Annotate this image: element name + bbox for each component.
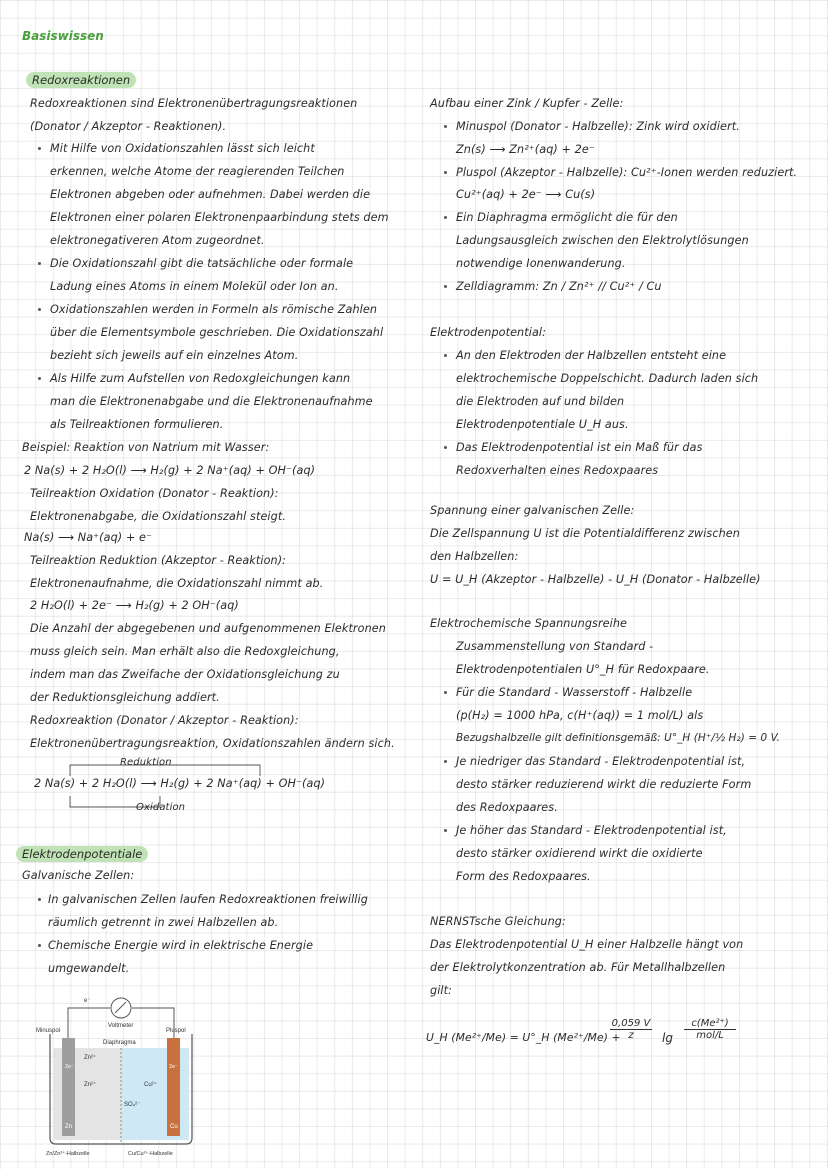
bullet (444, 760, 447, 763)
redox-line: indem man das Zweifache der Oxidationsgleichung zu (30, 668, 340, 681)
potential-line: Elektrodenpotential: (430, 326, 546, 339)
aufbau-equation: Cu²⁺(aq) + 2e⁻ ⟶ Cu(s) (456, 188, 596, 201)
elektro-line: umgewandelt. (48, 962, 130, 975)
zinc-electrode (62, 1038, 75, 1136)
oxidation-label: Oxidation (136, 802, 186, 813)
bullet (444, 829, 447, 832)
elektro-line: Chemische Energie wird in elektrische Energie (48, 939, 314, 952)
reihe-line: Elektrochemische Spannungsreihe (430, 617, 628, 630)
voltmeter-icon (111, 998, 131, 1018)
nernst-line: NERNSTsche Gleichung: (430, 915, 566, 928)
zn2-label: Zn²⁺ (84, 1055, 97, 1061)
redox-line: Elektronen einer polaren Elektronenpaarbindung stets dem (50, 211, 389, 224)
bullet (444, 285, 447, 288)
redox-line: über die Elementsymbole geschrieben. Die Oxidationszahl (50, 326, 384, 339)
galvanic-cell-diagram (36, 988, 206, 1160)
reihe-line: Je niedriger das Standard - Elektrodenpotential ist, (456, 755, 746, 768)
potential-line: Elektrodenpotentiale U_H aus. (456, 418, 629, 431)
redox-line: Elektronen abgeben oder aufnehmen. Dabei werden die (50, 188, 371, 201)
page-title: Basiswissen (22, 29, 104, 43)
reihe-line: Je höher das Standard - Elektrodenpotential ist, (456, 824, 727, 837)
redox-line: Elektronenabgabe, die Oxidationszahl steigt. (30, 510, 286, 523)
potential-line: An den Elektroden der Halbzellen entsteht eine (456, 349, 727, 362)
spannung-line: Die Zellspannung U ist die Potentialdifferenz zwischen (430, 527, 740, 540)
redox-line: elektronegativeren Atom zugeordnet. (50, 234, 265, 247)
aufbau-line: notwendige Ionenwanderung. (456, 257, 626, 270)
cu2-label: Cu²⁺ (144, 1082, 157, 1088)
fraction-numerator: 0,059 V (611, 1018, 651, 1029)
fraction-denominator: mol/L (696, 1030, 724, 1041)
reihe-line: (p(H₂) = 1000 hPa, c(H⁺(aq)) = 1 mol/L) als (456, 709, 704, 722)
bullet (444, 446, 447, 449)
redox-heading: Redoxreaktionen (26, 72, 136, 88)
redox-equation: 2 Na(s) + 2 H₂O(l) ⟶ H₂(g) + 2 Na⁺(aq) + OH⁻(aq) (24, 464, 316, 477)
wire (68, 1008, 110, 1040)
redox-line: erkennen, welche Atome der reagierenden Teilchen (50, 165, 345, 178)
spannung-line: Spannung einer galvanischen Zelle: (430, 504, 635, 517)
redox-line: Mit Hilfe von Oxidationszahlen lässt sich leicht (50, 142, 315, 155)
redox-final-equation: 2 Na(s) + 2 H₂O(l) ⟶ H₂(g) + 2 Na⁺(aq) + OH⁻(aq) (34, 777, 326, 790)
reihe-line: Bezugshalbzelle gilt definitionsgemäß: U°_H (H⁺/½ H₂) = 0 V. (456, 732, 781, 744)
reduktion-label: Reduktion (120, 757, 172, 768)
elektro-line: Galvanische Zellen: (22, 869, 135, 882)
redox-line: (Donator / Akzeptor - Reaktionen). (30, 120, 227, 133)
redox-line: Elektronenaufnahme, die Oxidationszahl nimmt ab. (30, 577, 324, 590)
reihe-line: Elektrodenpotentialen U°_H für Redoxpaare. (456, 663, 710, 676)
redox-line: Redoxreaktionen sind Elektronenübertragungsreaktionen (30, 97, 358, 110)
voltmeter-label: Voltmeter (108, 1023, 134, 1029)
aufbau-equation: Zn(s) ⟶ Zn²⁺(aq) + 2e⁻ (456, 143, 595, 156)
left-halfcell-label: Zn/Zn²⁺-Halbzelle (46, 1151, 90, 1157)
redox-line: bezieht sich jeweils auf ein einzelnes Atom. (50, 349, 299, 362)
aufbau-line: Zelldiagramm: Zn / Zn²⁺ // Cu²⁺ / Cu (456, 280, 662, 293)
bullet (444, 216, 447, 219)
fraction-numerator: c(Me²⁺) (684, 1018, 736, 1030)
redox-line: Teilreaktion Oxidation (Donator - Reaktion): (30, 487, 279, 500)
pluspol-label: Pluspol (166, 1028, 186, 1034)
potential-line: Das Elektrodenpotential ist ein Maß für das (456, 441, 703, 454)
aufbau-line: Aufbau einer Zink / Kupfer - Zelle: (430, 97, 624, 110)
redox-line: Elektronenübertragungsreaktion, Oxidationszahlen ändern sich. (30, 737, 395, 750)
redox-line: als Teilreaktionen formulieren. (50, 418, 224, 431)
two-e-left: 2e⁻ (65, 1064, 75, 1070)
reihe-line: desto stärker reduzierend wirkt die reduzierte Form (456, 778, 752, 791)
bullet (444, 691, 447, 694)
bullet (38, 944, 41, 947)
redox-line: Oxidationszahlen werden in Formeln als römische Zahlen (50, 303, 378, 316)
zn-label: Zn (65, 1124, 73, 1130)
diaphragma-label: Diaphragma (103, 1040, 136, 1046)
bullet (444, 125, 447, 128)
potential-line: die Elektroden auf und bilden (456, 395, 625, 408)
redox-line: man die Elektronenabgabe und die Elektronenaufnahme (50, 395, 373, 408)
redox-line: Die Anzahl der abgegebenen und aufgenommenen Elektronen (30, 622, 386, 635)
redox-line: muss gleich sein. Man erhält also die Redoxgleichung, (30, 645, 340, 658)
redox-line: Als Hilfe zum Aufstellen von Redoxgleichungen kann (50, 372, 351, 385)
bullet (38, 898, 41, 901)
bullet (38, 147, 41, 150)
nernst-line: gilt: (430, 984, 452, 997)
minuspol-label: Minuspol (36, 1028, 61, 1034)
wire (132, 1008, 174, 1040)
zn2-label-2: Zn²⁺ (84, 1082, 97, 1088)
reihe-line: Für die Standard - Wasserstoff - Halbzelle (456, 686, 693, 699)
reihe-line: Zusammenstellung von Standard - (456, 640, 654, 653)
redox-line: Beispiel: Reaktion von Natrium mit Wasser: (22, 441, 270, 454)
potential-line: Redoxverhalten eines Redoxpaares (456, 464, 659, 477)
electron-label: e⁻ (84, 998, 91, 1004)
nernst-line: der Elektrolytkonzentration ab. Für Metallhalbzellen (430, 961, 726, 974)
reihe-line: des Redoxpaares. (456, 801, 558, 814)
nernst-lg: lg (662, 1031, 674, 1045)
so4-label: SO₄²⁻ (124, 1102, 141, 1108)
spannung-formula: U = U_H (Akzeptor - Halbzelle) - U_H (Donator - Halbzelle) (430, 573, 761, 586)
elektro-heading: Elektrodenpotentiale (16, 846, 148, 862)
potential-line: elektrochemische Doppelschicht. Dadurch laden sich (456, 372, 759, 385)
elektro-line: In galvanischen Zellen laufen Redoxreaktionen freiwillig (48, 893, 368, 906)
aufbau-line: Pluspol (Akzeptor - Halbzelle): Cu²⁺-Ionen werden reduziert. (456, 166, 798, 179)
bullet (444, 171, 447, 174)
fraction-denominator: z (628, 1030, 634, 1041)
spannung-line: den Halbzellen: (430, 550, 519, 563)
reihe-line: desto stärker oxidierend wirkt die oxidierte (456, 847, 703, 860)
aufbau-line: Minuspol (Donator - Halbzelle): Zink wird oxidiert. (456, 120, 740, 133)
redox-line: Die Oxidationszahl gibt die tatsächliche oder formale (50, 257, 354, 270)
bullet (38, 377, 41, 380)
redox-line: Teilreaktion Reduktion (Akzeptor - Reaktion): (30, 554, 287, 567)
elektro-line: räumlich getrennt in zwei Halbzellen ab. (48, 916, 279, 929)
bullet (38, 308, 41, 311)
bullet (444, 354, 447, 357)
right-halfcell-label: Cu/Cu²⁺-Halbzelle (128, 1151, 173, 1157)
bullet (38, 262, 41, 265)
redox-equation: 2 H₂O(l) + 2e⁻ ⟶ H₂(g) + 2 OH⁻(aq) (30, 599, 239, 612)
two-e-right: 2e⁻ (169, 1064, 179, 1070)
nernst-fraction-2 (684, 1018, 736, 1041)
nernst-fraction-1 (610, 1018, 652, 1041)
nernst-lhs: U_H (Me²⁺/Me) = U°_H (Me²⁺/Me) + (426, 1031, 621, 1044)
nernst-line: Das Elektrodenpotential U_H einer Halbzelle hängt von (430, 938, 744, 951)
copper-electrode (167, 1038, 180, 1136)
aufbau-line: Ein Diaphragma ermöglicht die für den (456, 211, 678, 224)
reihe-line: Form des Redoxpaares. (456, 870, 591, 883)
cu-label: Cu (170, 1124, 178, 1130)
redox-line: Ladung eines Atoms in einem Molekül oder Ion an. (50, 280, 339, 293)
redox-equation: Na(s) ⟶ Na⁺(aq) + e⁻ (24, 531, 153, 544)
redox-line: Redoxreaktion (Donator / Akzeptor - Reaktion): (30, 714, 299, 727)
aufbau-line: Ladungsausgleich zwischen den Elektrolytlösungen (456, 234, 749, 247)
redox-line: der Reduktionsgleichung addiert. (30, 691, 220, 704)
